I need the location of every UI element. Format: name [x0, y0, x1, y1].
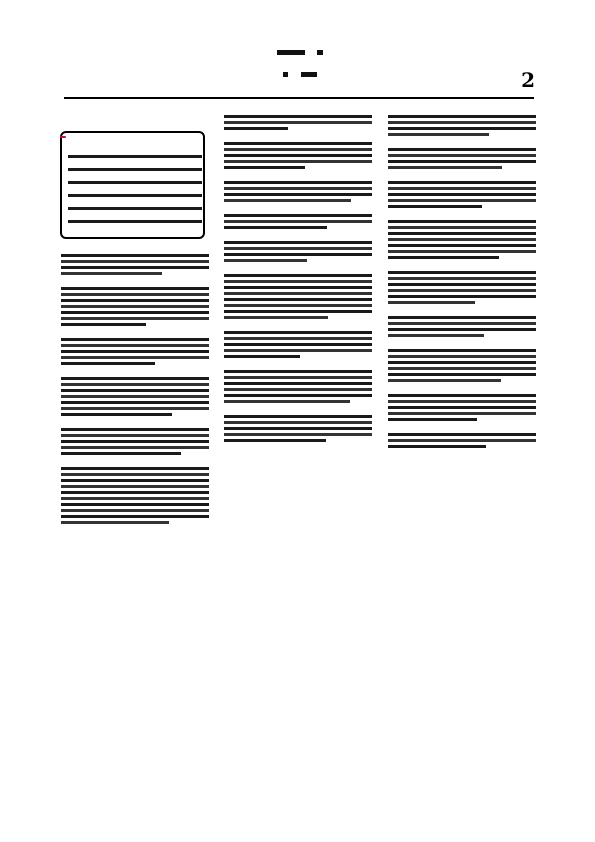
text-line	[61, 473, 209, 476]
text-line	[388, 133, 489, 136]
text-line	[224, 355, 300, 358]
body-paragraph	[61, 287, 209, 326]
text-line	[224, 115, 372, 118]
text-line	[224, 337, 372, 340]
body-paragraph	[224, 142, 372, 169]
text-line	[388, 187, 536, 190]
text-line	[61, 452, 181, 455]
text-line	[61, 407, 209, 410]
text-line	[61, 305, 209, 308]
text-line	[61, 317, 209, 320]
text-line	[388, 256, 499, 259]
text-line	[224, 220, 372, 223]
text-line	[388, 121, 536, 124]
page-number: 2	[521, 68, 535, 92]
column-1	[61, 254, 209, 536]
text-line	[61, 434, 209, 437]
text-line	[224, 166, 305, 169]
text-line	[388, 439, 536, 442]
text-line	[61, 383, 209, 386]
body-paragraph	[224, 370, 372, 403]
text-line	[61, 521, 169, 524]
text-line	[388, 295, 536, 298]
body-paragraph	[388, 316, 536, 337]
text-line	[61, 299, 209, 302]
body-paragraph	[224, 274, 372, 319]
text-line	[224, 298, 372, 301]
body-paragraph	[388, 148, 536, 169]
text-line	[224, 382, 372, 385]
intro-box	[60, 131, 205, 239]
text-line	[224, 388, 372, 391]
body-paragraph	[61, 377, 209, 416]
body-paragraph	[224, 415, 372, 442]
text-line	[224, 304, 372, 307]
text-line	[224, 127, 288, 130]
body-paragraph	[61, 338, 209, 365]
text-line	[388, 238, 536, 241]
text-line	[388, 289, 536, 292]
text-line	[388, 220, 536, 223]
text-line	[388, 412, 536, 415]
text-line	[61, 467, 209, 470]
body-paragraph	[224, 214, 372, 229]
body-paragraph	[388, 220, 536, 259]
text-line	[388, 244, 536, 247]
text-line	[224, 331, 372, 334]
text-line	[388, 148, 536, 151]
text-line	[224, 286, 372, 289]
body-paragraph	[224, 115, 372, 130]
text-line	[224, 421, 372, 424]
text-line	[61, 395, 209, 398]
text-line	[61, 362, 155, 365]
text-line	[61, 503, 209, 506]
text-line	[224, 253, 372, 256]
text-line	[61, 401, 209, 404]
text-line	[224, 274, 372, 277]
text-line	[224, 370, 372, 373]
body-paragraph	[61, 467, 209, 524]
column-3	[388, 115, 536, 460]
body-paragraph	[224, 241, 372, 262]
text-line	[224, 343, 372, 346]
text-line	[388, 433, 536, 436]
text-line	[61, 515, 209, 518]
column-2	[224, 115, 372, 454]
text-line	[61, 350, 209, 353]
text-line	[224, 259, 307, 262]
text-line	[388, 400, 536, 403]
text-line	[61, 323, 146, 326]
text-line	[388, 250, 536, 253]
text-line	[224, 439, 326, 442]
text-line	[61, 311, 209, 314]
text-line	[388, 322, 536, 325]
text-line	[388, 445, 486, 448]
text-line	[224, 394, 372, 397]
body-paragraph	[388, 271, 536, 304]
text-line	[224, 142, 372, 145]
text-line	[224, 214, 372, 217]
body-paragraph	[388, 433, 536, 448]
text-line	[388, 367, 536, 370]
text-line	[388, 193, 536, 196]
text-line	[224, 148, 372, 151]
text-line	[61, 440, 209, 443]
text-line	[224, 247, 372, 250]
text-line	[388, 277, 536, 280]
body-paragraph	[388, 394, 536, 421]
text-line	[61, 293, 209, 296]
text-line	[61, 260, 209, 263]
text-line	[224, 154, 372, 157]
text-line	[61, 479, 209, 482]
text-line	[388, 349, 536, 352]
text-line	[61, 356, 209, 359]
running-head-title	[255, 48, 345, 56]
text-line	[388, 166, 502, 169]
body-paragraph	[224, 181, 372, 202]
text-line	[224, 187, 372, 190]
text-line	[224, 376, 372, 379]
text-line	[61, 446, 209, 449]
text-line	[388, 418, 477, 421]
text-line	[388, 334, 484, 337]
text-line	[61, 272, 162, 275]
intro-box-text	[68, 155, 202, 223]
text-line	[224, 280, 372, 283]
text-line	[388, 160, 536, 163]
text-line	[224, 310, 372, 313]
text-line	[224, 226, 327, 229]
text-line	[388, 181, 536, 184]
text-line	[388, 379, 501, 382]
text-line	[388, 394, 536, 397]
text-line	[388, 283, 536, 286]
text-line	[61, 254, 209, 257]
text-line	[224, 160, 372, 163]
body-paragraph	[61, 254, 209, 275]
text-line	[224, 427, 372, 430]
text-line	[388, 154, 536, 157]
text-line	[388, 328, 536, 331]
text-line	[224, 400, 350, 403]
header-rule	[64, 97, 534, 99]
text-line	[388, 127, 536, 130]
text-line	[388, 406, 536, 409]
body-paragraph	[61, 428, 209, 455]
text-line	[224, 241, 372, 244]
text-line	[61, 338, 209, 341]
text-line	[224, 292, 372, 295]
text-line	[388, 355, 536, 358]
text-line	[61, 266, 209, 269]
text-line	[224, 193, 372, 196]
intro-box-tag	[60, 136, 66, 138]
text-line	[224, 181, 372, 184]
text-line	[224, 121, 372, 124]
text-line	[61, 485, 209, 488]
text-line	[61, 428, 209, 431]
text-line	[61, 413, 172, 416]
text-line	[224, 415, 372, 418]
text-line	[61, 287, 209, 290]
text-line	[388, 373, 536, 376]
body-paragraph	[388, 115, 536, 136]
body-paragraph	[224, 331, 372, 358]
text-line	[61, 344, 209, 347]
text-line	[388, 205, 482, 208]
text-line	[61, 377, 209, 380]
text-line	[61, 509, 209, 512]
body-paragraph	[388, 349, 536, 382]
text-line	[224, 433, 372, 436]
text-line	[388, 232, 536, 235]
body-paragraph	[388, 181, 536, 208]
text-line	[388, 301, 475, 304]
text-line	[61, 491, 209, 494]
text-line	[388, 199, 536, 202]
text-line	[388, 226, 536, 229]
text-line	[224, 349, 372, 352]
text-line	[388, 361, 536, 364]
text-line	[224, 316, 328, 319]
text-line	[224, 199, 351, 202]
text-line	[388, 271, 536, 274]
text-line	[61, 389, 209, 392]
text-line	[388, 316, 536, 319]
text-line	[388, 115, 536, 118]
text-line	[61, 497, 209, 500]
running-head-subtitle	[255, 70, 345, 78]
